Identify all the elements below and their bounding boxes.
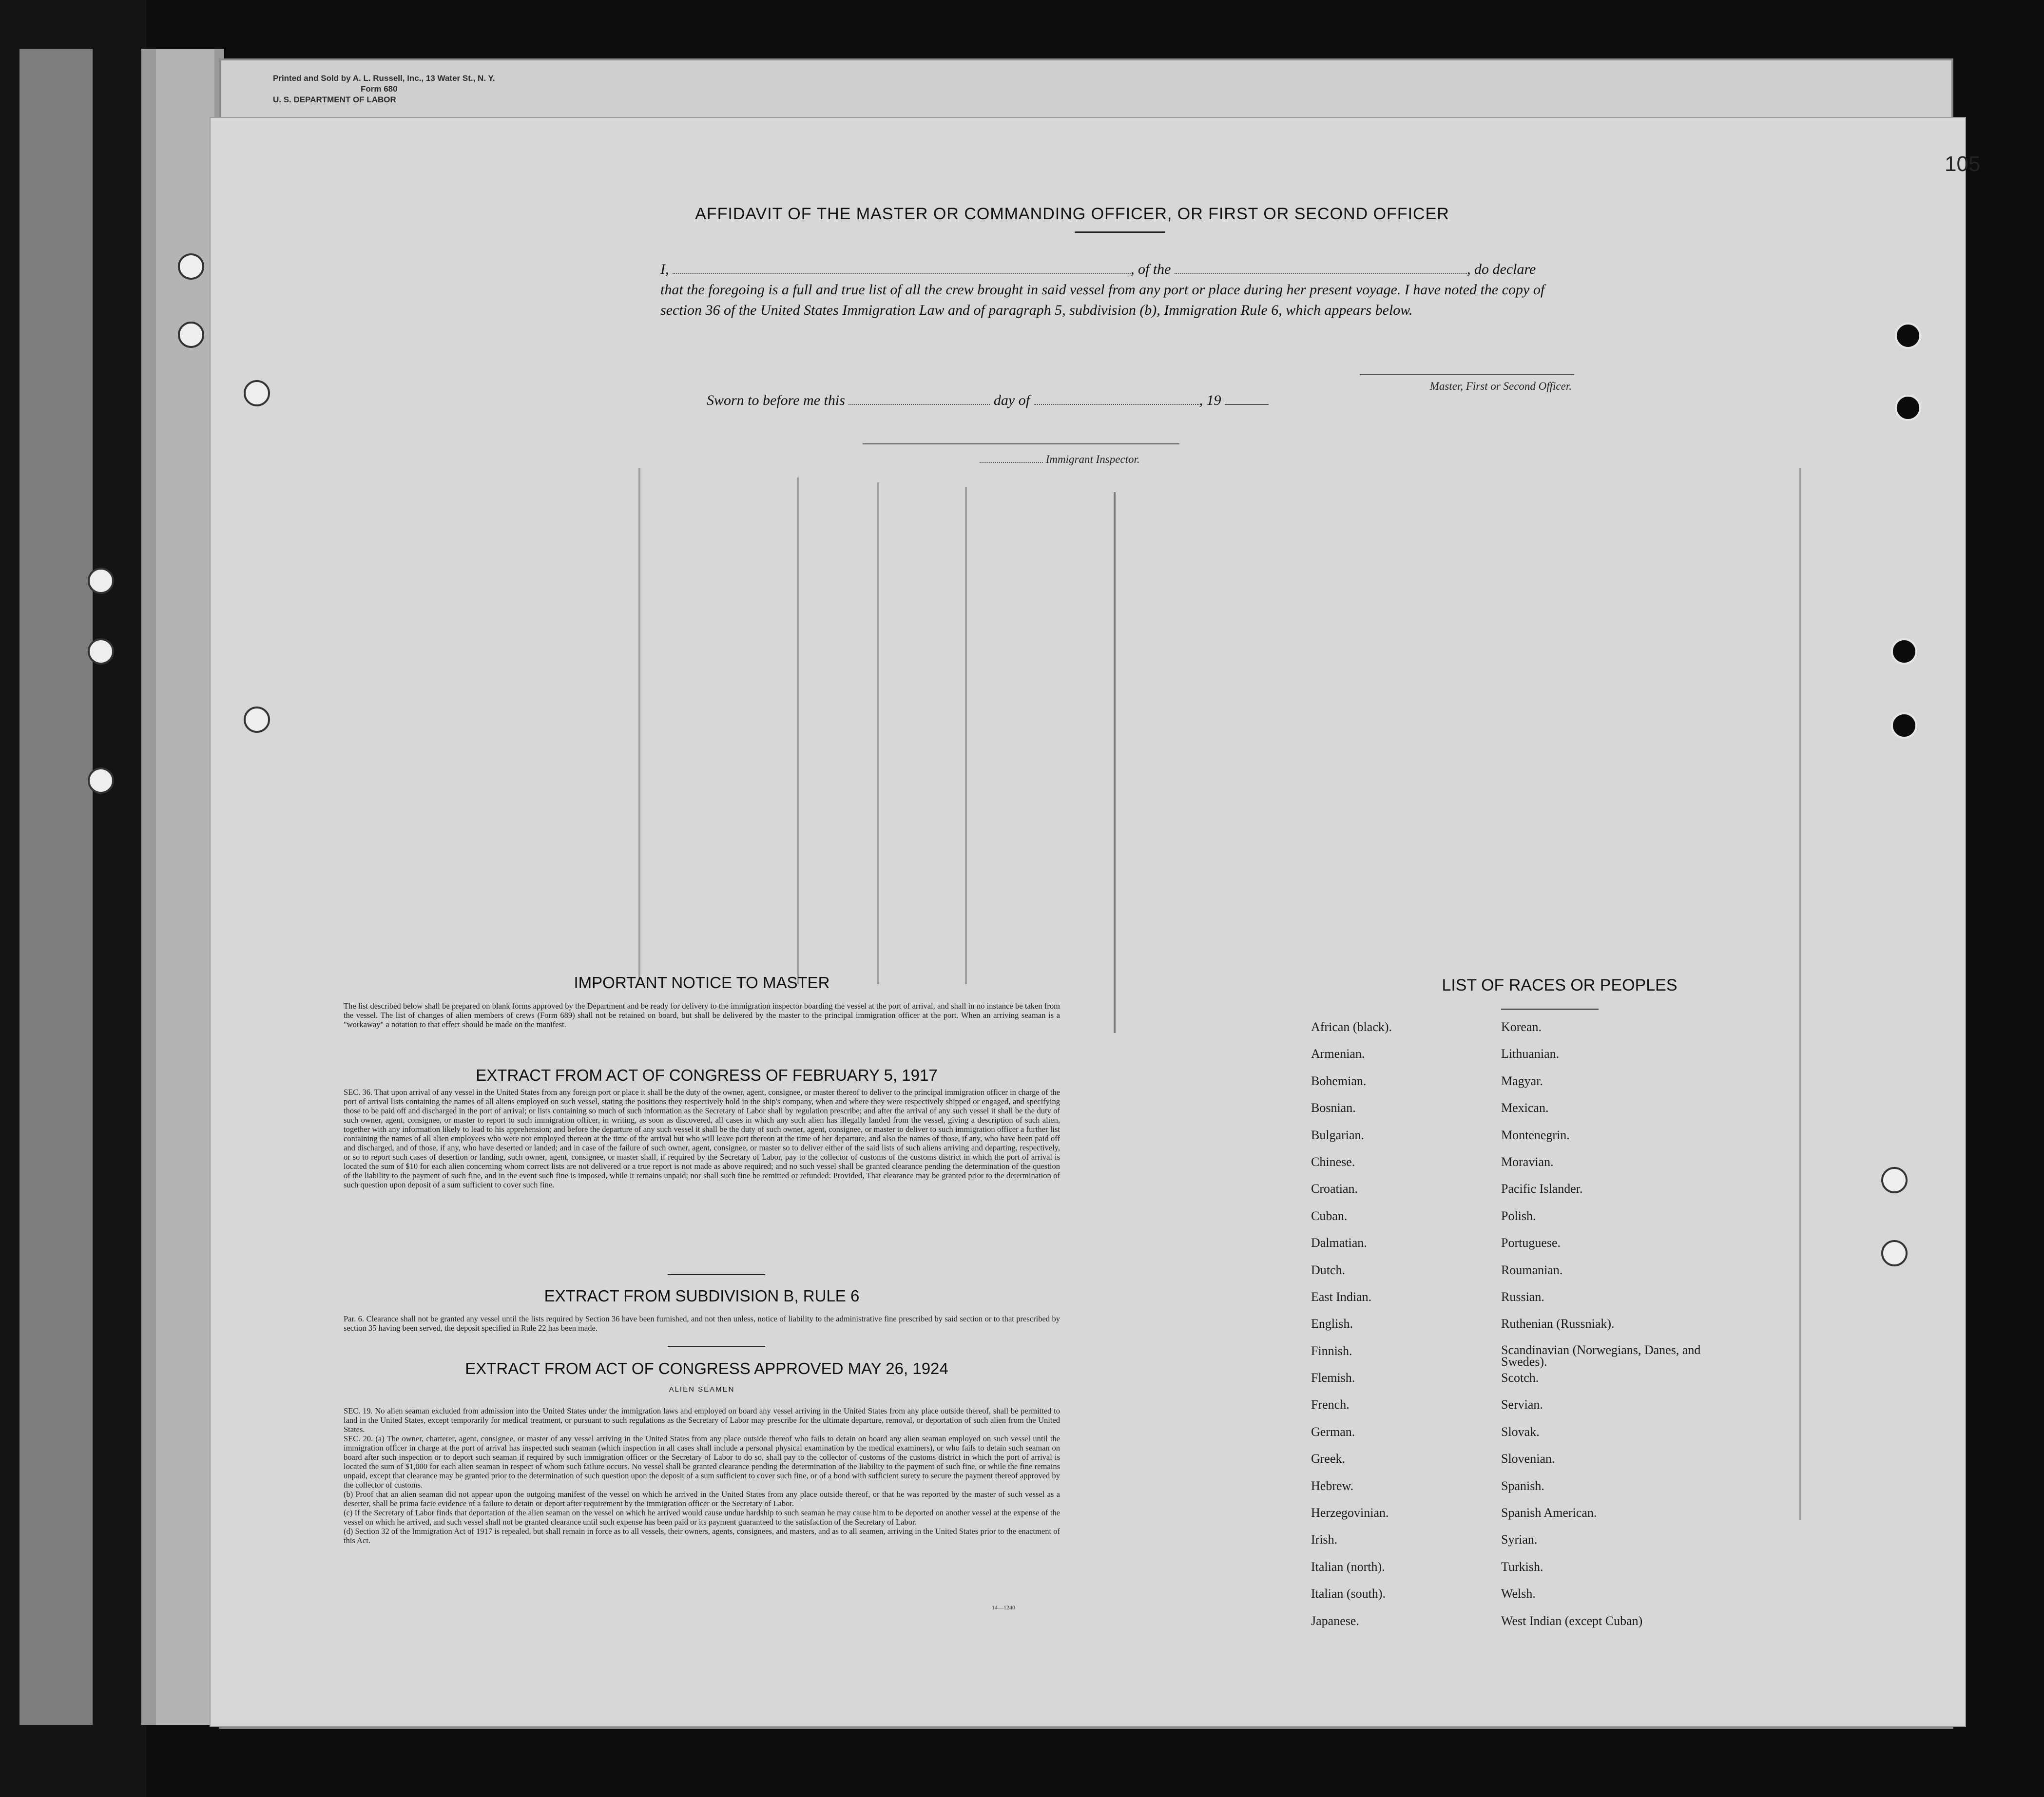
list-item: Pacific Islander. bbox=[1501, 1182, 1583, 1196]
list-item: Italian (north). bbox=[1311, 1559, 1385, 1574]
races-title: LIST OF RACES OR PEOPLES bbox=[1442, 976, 1678, 994]
sworn-month-field[interactable] bbox=[1034, 404, 1199, 405]
list-item: Greek. bbox=[1311, 1452, 1346, 1466]
list-item: German. bbox=[1311, 1424, 1355, 1439]
list-item: Dutch. bbox=[1311, 1262, 1346, 1277]
list-item: African (black). bbox=[1311, 1020, 1392, 1034]
ledger-column-line bbox=[638, 468, 640, 979]
punch-hole bbox=[1891, 638, 1917, 665]
declare-label: , do declare bbox=[1467, 261, 1536, 277]
affidavit-first-line bbox=[660, 259, 1586, 280]
sworn-day-field[interactable] bbox=[848, 404, 990, 405]
declarant-name-field[interactable] bbox=[673, 273, 1131, 274]
binder-hole bbox=[178, 322, 204, 348]
list-item: Russian. bbox=[1501, 1289, 1544, 1304]
binder-hole bbox=[178, 253, 204, 280]
list-item: Chinese. bbox=[1311, 1154, 1355, 1169]
list-item: Italian (south). bbox=[1311, 1587, 1386, 1601]
page-number: 105 bbox=[1945, 152, 1981, 176]
list-item: Portuguese. bbox=[1501, 1236, 1561, 1250]
vessel-label: , of the bbox=[1131, 261, 1171, 277]
list-item: East Indian. bbox=[1311, 1289, 1372, 1304]
list-item: Magyar. bbox=[1501, 1073, 1543, 1088]
list-item: Spanish American. bbox=[1501, 1506, 1597, 1520]
inspector-name-field[interactable] bbox=[980, 462, 1043, 463]
ledger-column-line bbox=[797, 478, 799, 984]
punch-hole bbox=[1895, 323, 1921, 349]
list-item: Flemish. bbox=[1311, 1371, 1355, 1385]
underlying-form-header bbox=[273, 73, 495, 105]
list-item: Slovak. bbox=[1501, 1424, 1540, 1439]
list-item: Herzegovinian. bbox=[1311, 1506, 1389, 1520]
ledger-column-line bbox=[1114, 492, 1116, 1033]
list-item: Moravian. bbox=[1501, 1154, 1554, 1169]
printer-line: Printed and Sold by A. L. Russell, Inc., 13 Water St., N. Y. bbox=[273, 74, 495, 83]
list-item: Scandinavian (Norwegians, Danes, and Swedes). bbox=[1501, 1342, 1701, 1369]
binder-strip bbox=[156, 49, 214, 1725]
races-list bbox=[1311, 1020, 1750, 1668]
list-item: West Indian (except Cuban) bbox=[1501, 1613, 1643, 1628]
binder-hole bbox=[244, 380, 270, 406]
list-item: Bohemian. bbox=[1311, 1073, 1367, 1088]
list-item: Spanish. bbox=[1501, 1478, 1544, 1493]
punch-hole bbox=[1881, 1167, 1908, 1193]
inspector-label-text: Immigrant Inspector. bbox=[1045, 453, 1140, 465]
affidavit-text bbox=[660, 259, 1586, 321]
list-item: Syrian. bbox=[1501, 1532, 1538, 1547]
list-item: French. bbox=[1311, 1397, 1350, 1412]
alien-seamen-subtitle: ALIEN SEAMEN bbox=[669, 1385, 735, 1394]
sworn-label: Sworn to before me this bbox=[707, 392, 845, 408]
punch-hole bbox=[1891, 712, 1917, 739]
form-code: 14—1240 bbox=[992, 1604, 1015, 1611]
binder-hole bbox=[88, 568, 114, 594]
ledger-column-line bbox=[965, 487, 967, 984]
list-item: Hebrew. bbox=[1311, 1478, 1354, 1493]
extract-1917-title: EXTRACT FROM ACT OF CONGRESS OF FEBRUARY 5, 1917 bbox=[476, 1066, 938, 1084]
punch-hole bbox=[1895, 395, 1921, 421]
list-item: Korean. bbox=[1501, 1020, 1542, 1034]
list-item: Mexican. bbox=[1501, 1101, 1549, 1115]
list-item: Japanese. bbox=[1311, 1613, 1359, 1628]
affidavit-body: that the foregoing is a full and true list of all the crew brought in said vessel from any port or place during her present voyage. I have noted the copy of section 36 of the United States Immigration Law and of paragraph 5, subdivision (b), Immigration Rule 6, which appears below. bbox=[660, 282, 1545, 318]
punch-hole bbox=[1881, 1240, 1908, 1266]
declarant-label: I, bbox=[660, 261, 669, 277]
list-item: Turkish. bbox=[1501, 1559, 1543, 1574]
list-item: English. bbox=[1311, 1317, 1353, 1331]
list-item: Croatian. bbox=[1311, 1182, 1358, 1196]
title-underline bbox=[1075, 231, 1165, 233]
affidavit-title: AFFIDAVIT OF THE MASTER OR COMMANDING OFFICER, OR FIRST OR SECOND OFFICER bbox=[695, 205, 1449, 223]
extract-1917-text: SEC. 36. That upon arrival of any vessel in the United States from any foreign port or place it shall be the duty of the owner, agent, consignee, or master thereof to deliver to the principal immigration officer in charge of the port of arrival lists containing the names of all aliens employed on such vessel, stating the positions they respectively hold in the ship's company, when and where they were respectively shipped or engaged, and specifying those to be paid off and discharged in the port of arrival; or lists containing so much of such information as the Secretary of Labor shall by regulation prescribe; and after the arrival of any such vessel it shall be the duty of such owner, agent, consignee, or master to report to such immigration officer, in writing, as soon as discovered, all cases in which any such alien has illegally landed from the vessel, giving a description of such alien, together with any information likely to lead to his apprehension; and before the departure of any such vessel it shall be the duty of such owner, agent, consignee, or master to deliver to such immigration officer a further list containing the names of all alien employees who were not employed thereon at the time of the arrival but who will leave port thereon at the time of her departure, and also the names of those, if any, who have been paid off and discharged, and of those, if any, who have deserted or landed; and in case of the failure of such owner, agent, consignee, or master so to deliver either of the said lists of such aliens arriving and departing, respectively, or so to report such cases of desertion or landing, such owner, agent, consignee, or master shall, if required by the Secretary of Labor, pay to the collector of customs of the customs district in which the port of arrival is located the sum of $10 for each alien concerning whom correct lists are not delivered or a true report is not made as above required; and no such vessel shall be granted clearance pending the determination of the question of the liability to the payment of such fine, and in the event such fine is imposed, while it remains unpaid; nor shall such fine be remitted or refunded: Provided, That clearance may be granted prior to the determination of such question upon deposit of a sum sufficient to cover such fine. bbox=[344, 1088, 1060, 1189]
races-title-underline bbox=[1501, 1009, 1599, 1010]
list-item: Servian. bbox=[1501, 1397, 1543, 1412]
list-item: Ruthenian (Russniak). bbox=[1501, 1317, 1615, 1331]
extract-rule6-text: Par. 6. Clearance shall not be granted any vessel until the lists required by Section 36 have been furnished, and not then unless, notice of liability to the administrative fine prescribed by said section or to that prescribed by section 35 having been served, the deposit specified in Rule 22 has been made. bbox=[344, 1314, 1060, 1333]
ledger-column-line bbox=[877, 482, 879, 984]
list-item: Lithuanian. bbox=[1501, 1047, 1560, 1061]
list-item: Finnish. bbox=[1311, 1343, 1352, 1358]
list-item: Irish. bbox=[1311, 1532, 1338, 1547]
inspector-label bbox=[980, 453, 1140, 466]
list-item: Roumanian. bbox=[1501, 1262, 1563, 1277]
day-of-label: day of bbox=[993, 392, 1030, 408]
notice-title: IMPORTANT NOTICE TO MASTER bbox=[574, 974, 830, 992]
list-item bbox=[1311, 1641, 1501, 1668]
extract-1924-title: EXTRACT FROM ACT OF CONGRESS APPROVED MAY 26, 1924 bbox=[465, 1359, 948, 1377]
list-item: Dalmatian. bbox=[1311, 1236, 1367, 1250]
list-item: Montenegrin. bbox=[1501, 1128, 1570, 1142]
list-item: Scotch. bbox=[1501, 1371, 1539, 1385]
binder-hole bbox=[88, 767, 114, 794]
vessel-name-field[interactable] bbox=[1175, 273, 1467, 274]
list-item bbox=[1501, 1641, 1740, 1668]
section-divider bbox=[668, 1274, 765, 1275]
department-line: U. S. DEPARTMENT OF LABOR bbox=[273, 95, 396, 104]
binder-strip bbox=[19, 49, 93, 1725]
sworn-year-field[interactable] bbox=[1225, 404, 1269, 405]
binder-hole bbox=[88, 638, 114, 665]
signature-label: Master, First or Second Officer. bbox=[1429, 380, 1572, 392]
list-item: Bosnian. bbox=[1311, 1101, 1356, 1115]
extract-1924-text: SEC. 19. No alien seaman excluded from admission into the United States under the immigration laws and employed on board any vessel arriving in the United States from any place outside thereof, shall be permitted to land in the United States, except temporarily for medical treatment, or pursuant to such regulations as the Secretary of Labor may prescribe for the ultimate departure, removal, or deportation of such alien from the United States. SEC. 20. (a) The owner, charterer, agent, consignee, or master of any vessel arriving in the United States from any place outside thereof who fails to detain on board any alien seaman employed on such vessel until the immigration officer in charge at the port of arrival has inspected such seaman (which inspection in all cases shall include a personal physical examination by the medical examiners), or who fails to detain such seaman on board after such inspection or to deport such seaman if required by such immigration officer or the Secretary of Labor to do so, shall pay to the collector of customs of the customs district in which the port of arrival is located the sum of $1,000 for each alien seaman in respect of whom such failure occurs. No vessel shall be granted clearance pending the determination of the liability to the payment of such fine, or while the fine remains unpaid, except that clearance may be granted prior to the determination of such question upon the deposit of a sum sufficient to cover such fine, or of a bond with sufficient surety to secure the payment thereof approved by the collector of customs. (b) Proof that an alien seaman did not appear upon the outgoing manifest of the vessel on which he arrived in the United States from any place outside thereof, or that he was reported by the master of such vessel as a deserter, shall be prima facie evidence of a failure to detain or deport after requirement by the immigration officer or the Secretary of Labor. (c) If the Secretary of Labor finds that deportation of the alien seaman on the vessel on which he arrived would cause undue hardship to such seaman he may cause him to be deported on another vessel at the expense of the vessel on which he arrived, and such vessel shall not be granted clearance until such expense has been paid or its payment guaranteed to the satisfaction of the Secretary of Labor. (d) Section 32 of the Immigration Act of 1917 is repealed, but shall remain in force as to all vessels, their owners, agents, consignees, and masters, and as to all seamen, arriving in the United States prior to the enactment of this Act. bbox=[344, 1406, 1060, 1545]
section-divider bbox=[668, 1346, 765, 1347]
list-item: Bulgarian. bbox=[1311, 1128, 1365, 1142]
inspector-signature-line bbox=[863, 443, 1179, 444]
list-item: Slovenian. bbox=[1501, 1452, 1555, 1466]
list-item: Polish. bbox=[1501, 1208, 1536, 1223]
year-label: , 19 bbox=[1199, 392, 1221, 408]
list-item: Welsh. bbox=[1501, 1587, 1536, 1601]
form-number: Form 680 bbox=[361, 84, 398, 94]
extract-rule6-title: EXTRACT FROM SUBDIVISION B, RULE 6 bbox=[544, 1287, 860, 1305]
sworn-line bbox=[707, 392, 1340, 409]
list-item: Cuban. bbox=[1311, 1208, 1348, 1223]
binder-hole bbox=[244, 707, 270, 733]
list-item: Armenian. bbox=[1311, 1047, 1365, 1061]
signature-line bbox=[1360, 374, 1574, 375]
notice-text: The list described below shall be prepared on blank forms approved by the Department and be ready for delivery to the immigration inspector boarding the vessel at the port of arrival, and shall in no instance be taken from the vessel. The list of changes of alien members of crews (Form 689) shall not be retained on board, but shall be delivered by the master to the principal immigration officer at the port. When an arriving seaman is a "workaway" a notation to that effect should be made on the manifest. bbox=[344, 1001, 1060, 1029]
